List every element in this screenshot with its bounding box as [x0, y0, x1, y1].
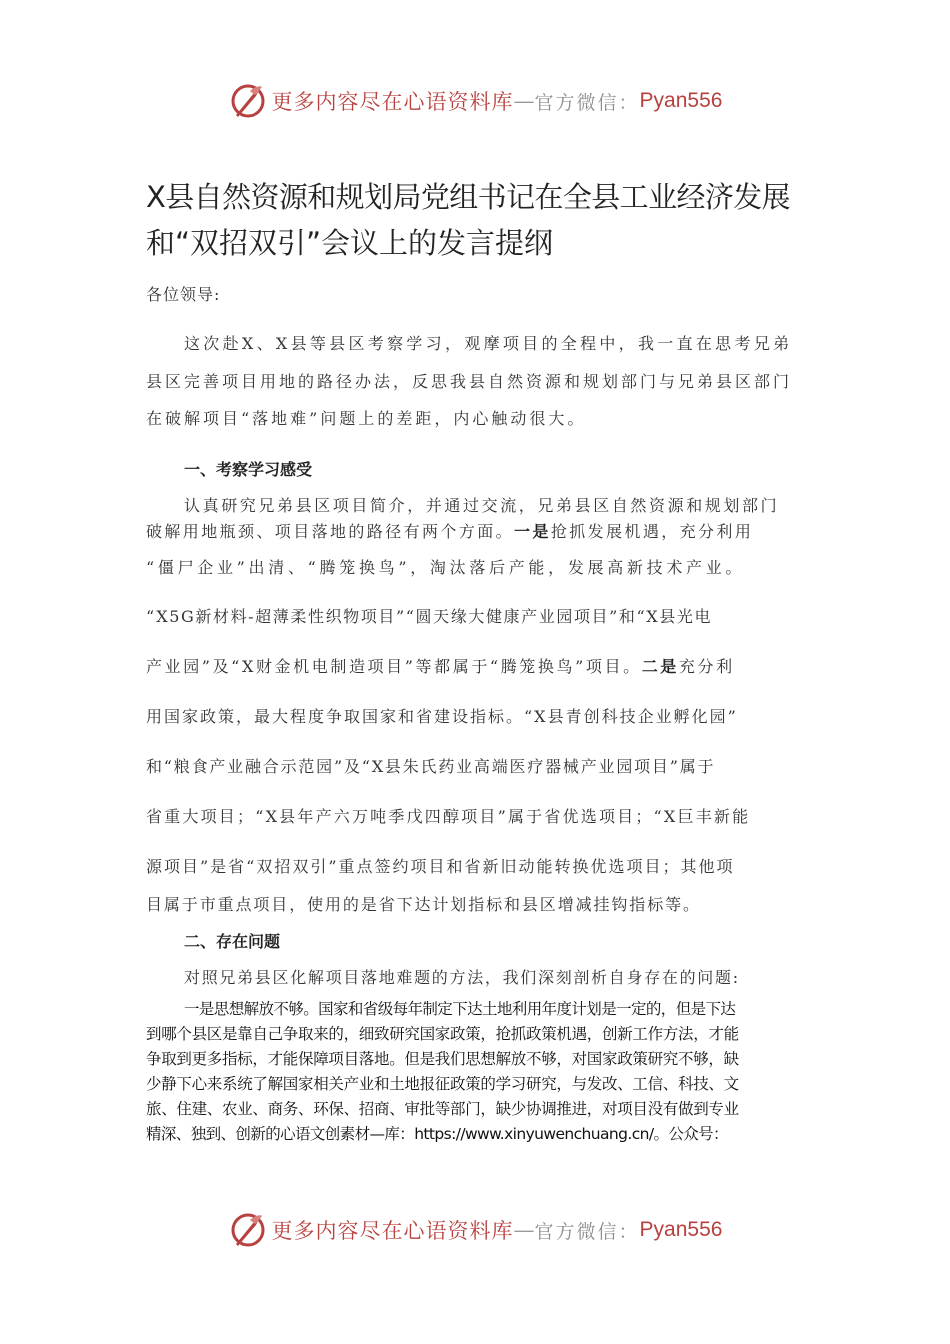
- footer-banner-wechat-label: 官方微信：: [534, 1220, 640, 1243]
- s1-line-1: 认真研究兄弟县区项目简介，并通过交流，兄弟县区自然资源和规划部门: [184, 496, 780, 515]
- s1-line-5-bold: 二是: [641, 657, 679, 676]
- footer-banner: [0, 1205, 950, 1255]
- s2-line-2: 到哪个县区是靠自己争取来的，细致研究国家政策，抢抓政策机遇，创新工作方法，才能: [146, 1025, 739, 1043]
- banner-separator: —: [513, 89, 535, 113]
- banner-slogan: 更多内容尽在心语资料库: [271, 90, 514, 114]
- s2-intro: 对照兄弟县区化解项目落地难题的方法，我们深刻剖析自身存在的问题:: [184, 968, 740, 987]
- s1-line-2-pre: 破解用地瓶颈、项目落地的路径有两个方面。: [146, 522, 515, 541]
- s1-line-4: “X5G新材料-超薄柔性织物项目”“圆天缘大健康产业园项目”和“X县光电: [146, 607, 713, 626]
- s2-line-6: 精深、独到、创新的心语文创素材—库：https://www.xinyuwenchuang.cn/。公众号：: [146, 1125, 728, 1143]
- s2-line-1: 一是思想解放不够。国家和省级每年制定下达土地利用年度计划是一定的，但是下达: [184, 1000, 736, 1018]
- header-banner: [0, 76, 950, 126]
- footer-banner-separator: —: [513, 1218, 535, 1242]
- intro-line-1: 这次赴X、X县等县区考察学习，观摩项目的全程中，我一直在思考兄弟: [184, 334, 793, 353]
- footer-banner-wechat-id: Pyan556: [639, 1218, 723, 1241]
- section2-heading: 二、存在问题: [184, 932, 281, 951]
- footer-banner-slogan: 更多内容尽在心语资料库: [271, 1219, 514, 1243]
- s2-line-5: 旅、住建、农业、商务、环保、招商、审批等部门，缺少协调推进，对项目没有做到专业: [146, 1100, 739, 1118]
- s1-line-3: “僵尸企业”出清、“腾笼换鸟”，淘汰落后产能，发展高新技术产业。: [146, 558, 746, 577]
- banner-wechat-label: 官方微信：: [534, 91, 640, 114]
- s1-line-10: 目属于市重点项目，使用的是省下达计划指标和县区增减挂钩指标等。: [146, 895, 701, 914]
- pen-nib-logo-icon: [228, 81, 268, 121]
- s2-paragraph: [146, 997, 810, 1147]
- s1-line-9: 源项目”是省“双招双引”重点签约项目和省新旧动能转换优选项目；其他项: [146, 857, 735, 876]
- intro-line-2: 县区完善项目用地的路径办法，反思我县自然资源和规划部门与兄弟县区部门: [146, 372, 793, 391]
- salutation: 各位领导:: [146, 285, 221, 304]
- s1-line-2-post: 抢抓发展机遇，充分利用: [550, 522, 754, 541]
- banner-wechat-id: Pyan556: [639, 89, 723, 112]
- s1-line-2: [146, 519, 753, 542]
- s2-line-4: 少静下心来系统了解国家相关产业和土地报征政策的学习研究，与发改、工信、科技、文: [146, 1075, 739, 1093]
- s1-line-2-bold: 一是: [514, 522, 551, 541]
- section1-heading: 一、考察学习感受: [184, 460, 313, 479]
- s2-line-3: 争取到更多指标，才能保障项目落地。但是我们思想解放不够，对国家政策研究不够，缺: [146, 1050, 739, 1068]
- s1-line-5-post: 充分利: [678, 657, 735, 676]
- title-line-1: X县自然资源和规划局党组书记在全县工业经济发展: [146, 180, 791, 214]
- s1-line-8: 省重大项目；“X县年产六万吨季戊四醇项目”属于省优选项目；“X巨丰新能: [146, 807, 751, 826]
- s1-line-6: 用国家政策，最大程度争取国家和省建设指标。“X县青创科技企业孵化园”: [146, 707, 738, 726]
- intro-line-3: 在破解项目“落地难”问题上的差距，内心触动很大。: [146, 409, 587, 428]
- title-line-2: 和“双招双引”会议上的发言提纲: [146, 226, 554, 260]
- document-title: [146, 174, 826, 266]
- s1-line-7: 和“粮食产业融合示范园”及“X县朱氏药业高端医疗器械产业园项目”属于: [146, 757, 716, 776]
- s1-line-5-pre: 产业园”及“X财金机电制造项目”等都属于“腾笼换鸟”项目。: [146, 657, 642, 676]
- pen-nib-logo-icon: [228, 1210, 268, 1250]
- s1-line-5: [146, 654, 735, 677]
